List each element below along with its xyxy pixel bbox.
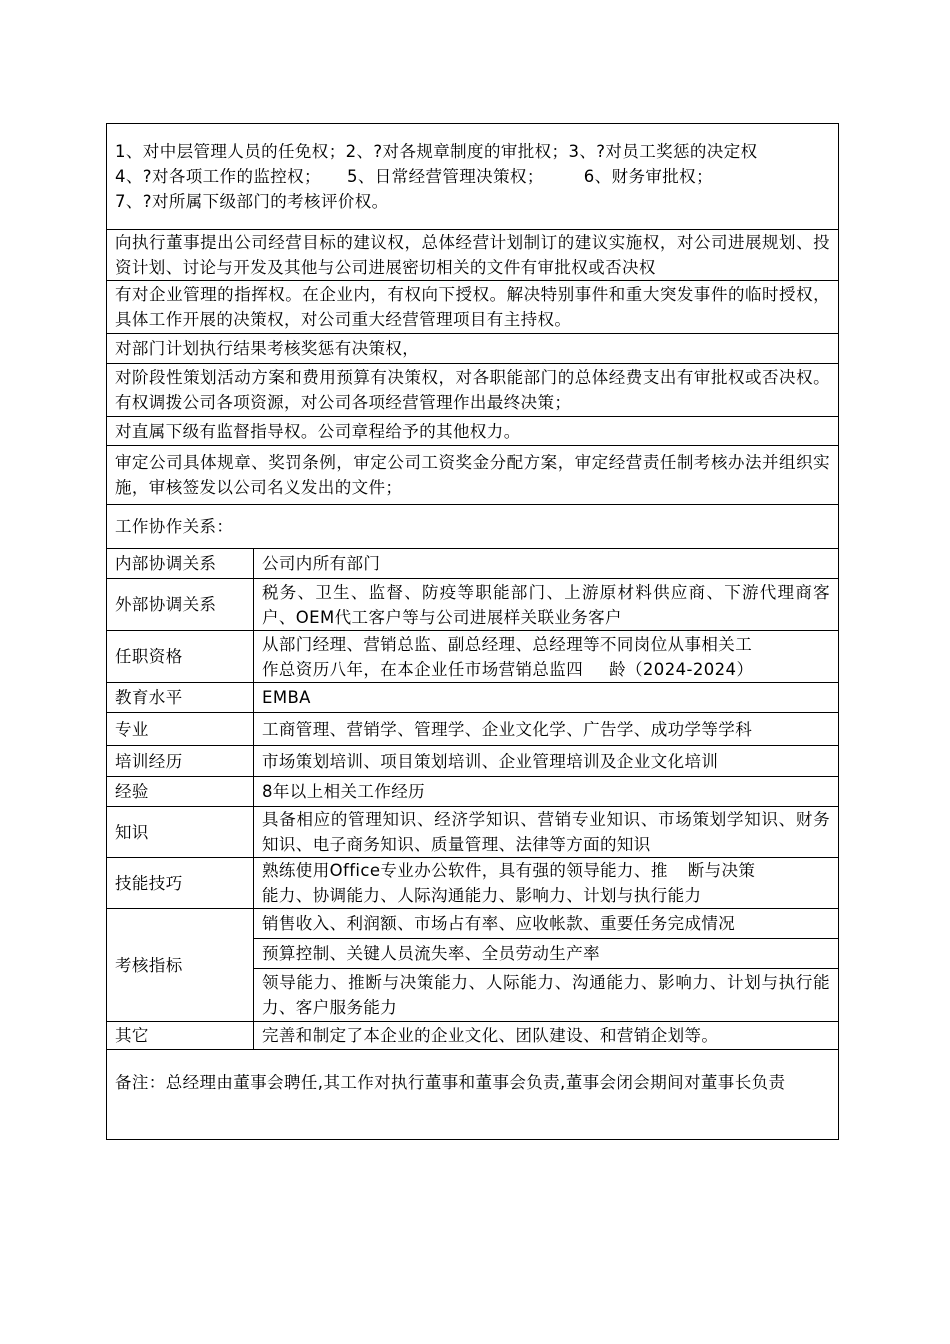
row-value-qualification bbox=[254, 631, 839, 683]
table-row bbox=[107, 1022, 839, 1050]
row-value-other: 完善和制定了本企业的企业文化、团队建设、和营销企划等。 bbox=[254, 1022, 839, 1050]
table-row bbox=[107, 631, 839, 683]
authority-paragraph: 有对企业管理的指挥权。在企业内，有权向下授权。解决特别事件和重大突发事件的临时授权，具体工作开展的决策权，对公司重大经营管理项目有主持权。 bbox=[107, 281, 839, 334]
table-row bbox=[107, 746, 839, 777]
authority-item-7: 7、?对所属下级部门的考核评价权。 bbox=[115, 192, 389, 211]
authority-row bbox=[107, 446, 839, 505]
authority-list-cell bbox=[107, 124, 839, 230]
row-value-knowledge: 具备相应的管理知识、经济学知识、营销专业知识、市场策划学知识、财务知识、电子商务知识、质量管理、法律等方面的知识 bbox=[254, 807, 839, 858]
row-label-other: 其它 bbox=[107, 1022, 254, 1050]
authority-paragraph: 对直属下级有监督指导权。公司章程给予的其他权力。 bbox=[107, 417, 839, 446]
skills-line-2: 能力、协调能力、人际沟通能力、影响力、计划与执行能力 bbox=[262, 886, 702, 905]
qualification-line-2 bbox=[262, 657, 830, 682]
authority-paragraph: 审定公司具体规章、奖罚条例，审定公司工资奖金分配方案，审定经营责任制考核办法并组织实施，审核签发以公司名义发出的文件； bbox=[107, 446, 839, 505]
job-description-table bbox=[106, 123, 839, 1140]
authority-items-4-6 bbox=[115, 164, 830, 189]
authority-paragraph: 对阶段性策划活动方案和费用预算有决策权，对各职能部门的总体经费支出有审批权或否决权。有权调拨公司各项资源，对公司各项经营管理作出最终决策； bbox=[107, 364, 839, 417]
authority-row bbox=[107, 230, 839, 281]
table-row bbox=[107, 579, 839, 631]
skills-line-1-a: 熟练使用Office专业办公软件，具有 bbox=[262, 861, 533, 880]
skills-line-1-b: 强的领导能力、推 bbox=[532, 861, 668, 880]
table-row bbox=[107, 683, 839, 713]
kpi-item: 销售收入、利润额、市场占有率、应收帐款、重要任务完成情况 bbox=[254, 909, 839, 939]
row-label-training: 培训经历 bbox=[107, 746, 254, 777]
table-row bbox=[107, 807, 839, 858]
qualification-line-2-end: 龄（2024-2024） bbox=[609, 659, 754, 679]
row-value-education: EMBA bbox=[254, 683, 839, 713]
row-label-education: 教育水平 bbox=[107, 683, 254, 713]
row-label-qualification: 任职资格 bbox=[107, 631, 254, 683]
note-row bbox=[107, 1050, 839, 1140]
authority-row bbox=[107, 364, 839, 417]
authority-row bbox=[107, 334, 839, 364]
row-value-external: 税务、卫生、监督、防疫等职能部门、上游原材料供应商、下游代理商客户、OEM代工客户等与公司进展样关联业务客户 bbox=[254, 579, 839, 631]
authority-paragraph: 对部门计划执行结果考核奖惩有决策权， bbox=[107, 334, 839, 364]
row-label-experience: 经验 bbox=[107, 777, 254, 807]
authority-row bbox=[107, 281, 839, 334]
row-value-training: 市场策划培训、项目策划培训、企业管理培训及企业文化培训 bbox=[254, 746, 839, 777]
table-row bbox=[107, 858, 839, 909]
qualification-line-1: 从部门经理、营销总监、副总经理、总经理等不同岗位从事相关工 bbox=[262, 634, 753, 654]
authority-item-1: 1、对中层管理人员的任免权；2、?对各规章制度的审批权；3、?对员工奖惩的决定权 bbox=[115, 142, 758, 161]
authority-item-4: 4、?对各项工作的监控权； bbox=[115, 167, 321, 186]
row-value-major: 工商管理、营销学、管理学、企业文化学、广告学、成功学等学科 bbox=[254, 713, 839, 746]
row-label-skills: 技能技巧 bbox=[107, 858, 254, 909]
row-value-experience: 8年以上相关工作经历 bbox=[254, 777, 839, 807]
note-text: 备注：总经理由董事会聘任,其工作对执行董事和董事会负责,董事会闭会期间对董事长负责 bbox=[107, 1050, 839, 1140]
row-label-internal: 内部协调关系 bbox=[107, 549, 254, 579]
cooperation-heading: 工作协作关系： bbox=[107, 505, 839, 549]
row-value-skills bbox=[254, 858, 839, 909]
row-label-kpi: 考核指标 bbox=[107, 909, 254, 1022]
cooperation-heading-row bbox=[107, 505, 839, 549]
table-row bbox=[107, 549, 839, 579]
skills-line-1 bbox=[262, 858, 830, 883]
kpi-item: 领导能力、推断与决策能力、人际能力、沟通能力、影响力、计划与执行能力、客户服务能力 bbox=[254, 969, 839, 1022]
authority-row bbox=[107, 417, 839, 446]
authority-item-6: 6、财务审批权； bbox=[583, 167, 713, 186]
table-row bbox=[107, 909, 839, 939]
kpi-item: 预算控制、关键人员流失率、全员劳动生产率 bbox=[254, 939, 839, 969]
authority-paragraph: 向执行董事提出公司经营目标的建议权，总体经营计划制订的建议实施权，对公司进展规划、投资计划、讨论与开发及其他与公司进展密切相关的文件有审批权或否决权 bbox=[107, 230, 839, 281]
authority-list-row bbox=[107, 124, 839, 230]
row-label-knowledge: 知识 bbox=[107, 807, 254, 858]
table-row bbox=[107, 777, 839, 807]
skills-line-1-c: 断与决策 bbox=[687, 861, 756, 880]
row-value-internal: 公司内所有部门 bbox=[254, 549, 839, 579]
table-row bbox=[107, 713, 839, 746]
qualification-line-2-text: 作总资历八年，在本企业任市场营销总监四 bbox=[262, 659, 584, 679]
job-description-document bbox=[106, 123, 838, 1140]
authority-item-5: 5、日常经营管理决策权； bbox=[346, 167, 544, 186]
row-label-external: 外部协调关系 bbox=[107, 579, 254, 631]
row-label-major: 专业 bbox=[107, 713, 254, 746]
